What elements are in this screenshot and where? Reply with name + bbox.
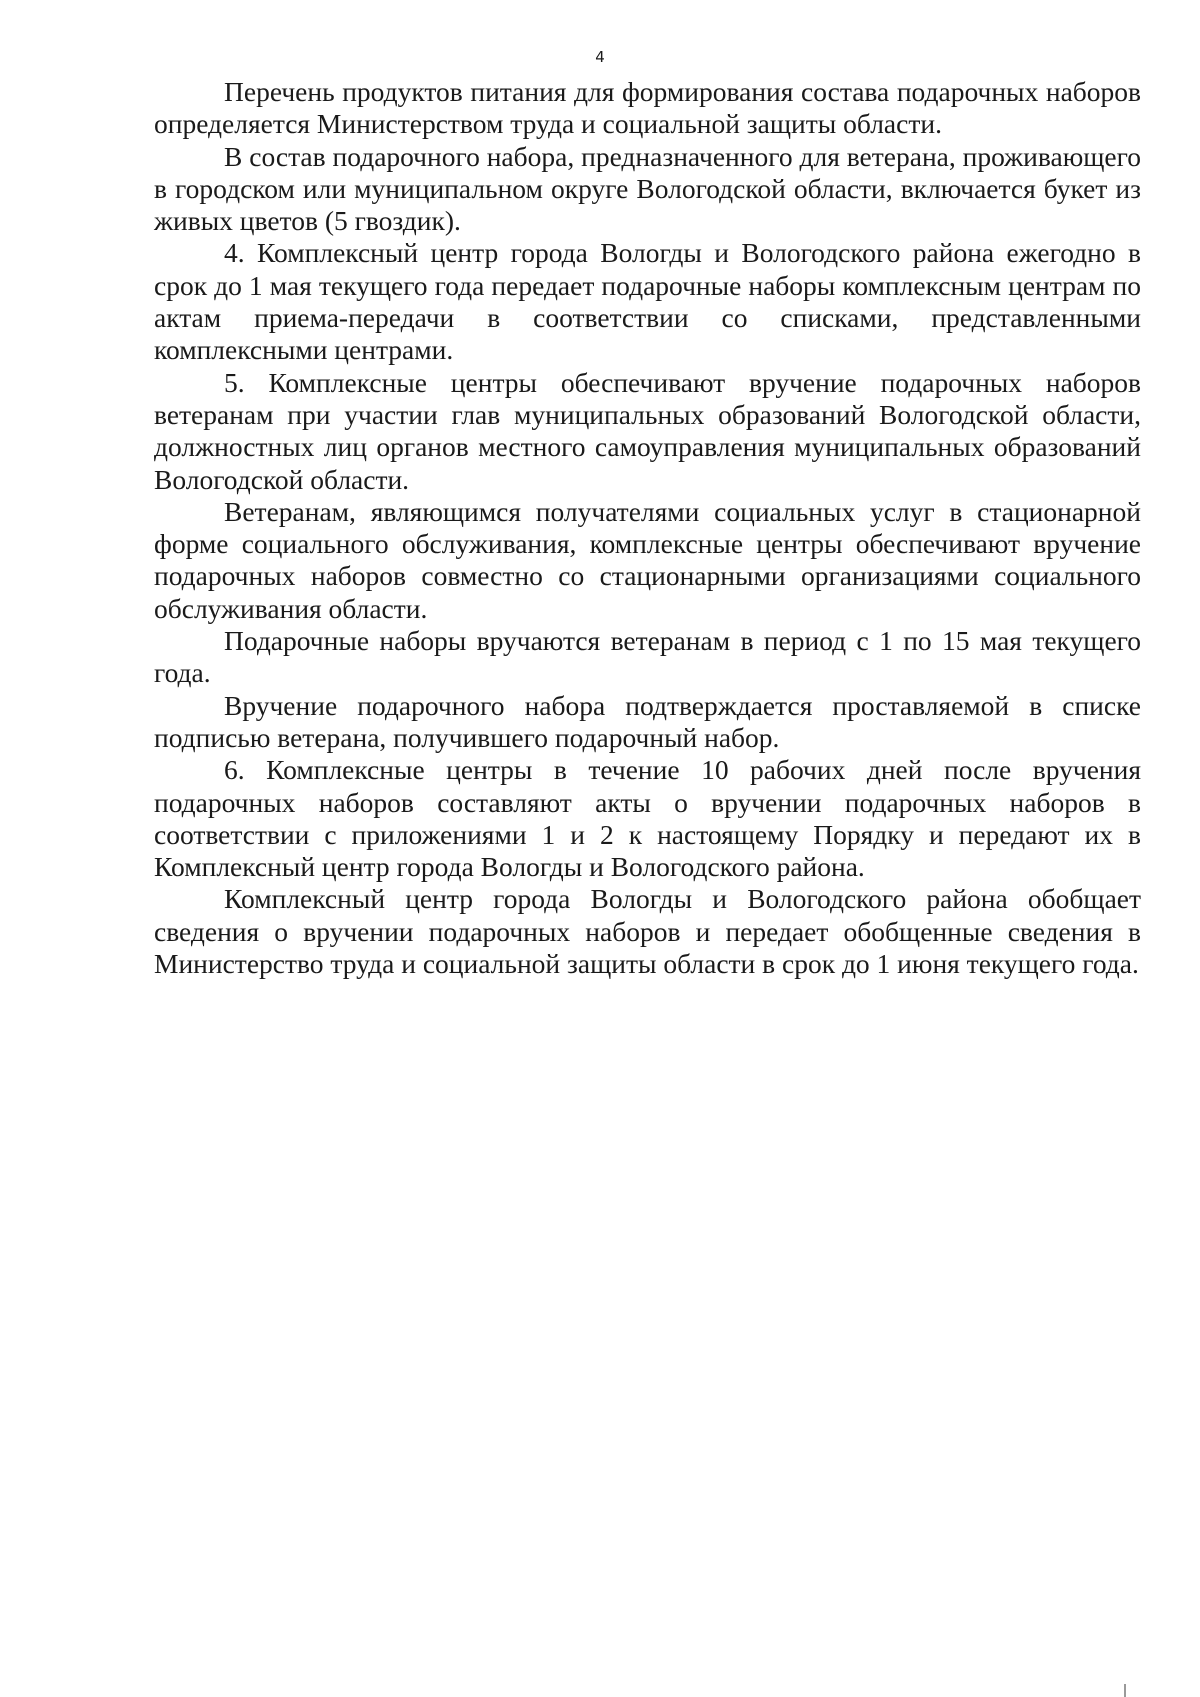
paragraph-delivery-period: Подарочные наборы вручаются ветеранам в период с 1 по 15 мая текущего года. — [154, 625, 1141, 689]
document-body — [154, 76, 1141, 980]
paragraph-item-6: 6. Комплексные центры в течение 10 рабочих дней после вручения подарочных наборов составляют акты о вручении подарочных наборов в соответствии с приложениями 1 и 2 к настоящему Порядку и передают их в Комплексный центр города Вологды и Вологодского района. — [154, 754, 1141, 883]
paragraph-stationary-veterans: Ветеранам, являющимся получателями социальных услуг в стационарной форме социального обслуживания, комплексные центры обеспечивают вручение подарочных наборов совместно со стационарными организациями социального обслуживания области. — [154, 495, 1141, 624]
paragraph-summary-report: Комплексный центр города Вологды и Вологодского района обобщает сведения о вручении подарочных наборов и передает обобщенные сведения в Министерство труда и социальной защиты области в срок до 1 июня текущего года. — [154, 883, 1141, 980]
paragraph-food-list: Перечень продуктов питания для формирования состава подарочных наборов определяется Министерством труда и социальной защиты области. — [154, 76, 1141, 140]
paragraph-signature-confirmation: Вручение подарочного набора подтверждается проставляемой в списке подписью ветерана, получившего подарочный набор. — [154, 689, 1141, 753]
paragraph-item-4: 4. Комплексный центр города Вологды и Вологодского района ежегодно в срок до 1 мая текущего года передает подарочные наборы комплексным центрам по актам приема-передачи в соответствии со списками, представленными комплексными центрами. — [154, 237, 1141, 366]
paragraph-flowers: В состав подарочного набора, предназначенного для ветерана, проживающего в городском или муниципальном округе Вологодской области, включается букет из живых цветов (5 гвоздик). — [154, 140, 1141, 237]
paragraph-item-5: 5. Комплексные центры обеспечивают вручение подарочных наборов ветеранам при участии глав муниципальных образований Вологодской области, должностных лиц органов местного самоуправления муниципальных образований Вологодской области. — [154, 366, 1141, 495]
scan-mark — [1124, 1684, 1126, 1697]
page-number: 4 — [595, 48, 605, 66]
